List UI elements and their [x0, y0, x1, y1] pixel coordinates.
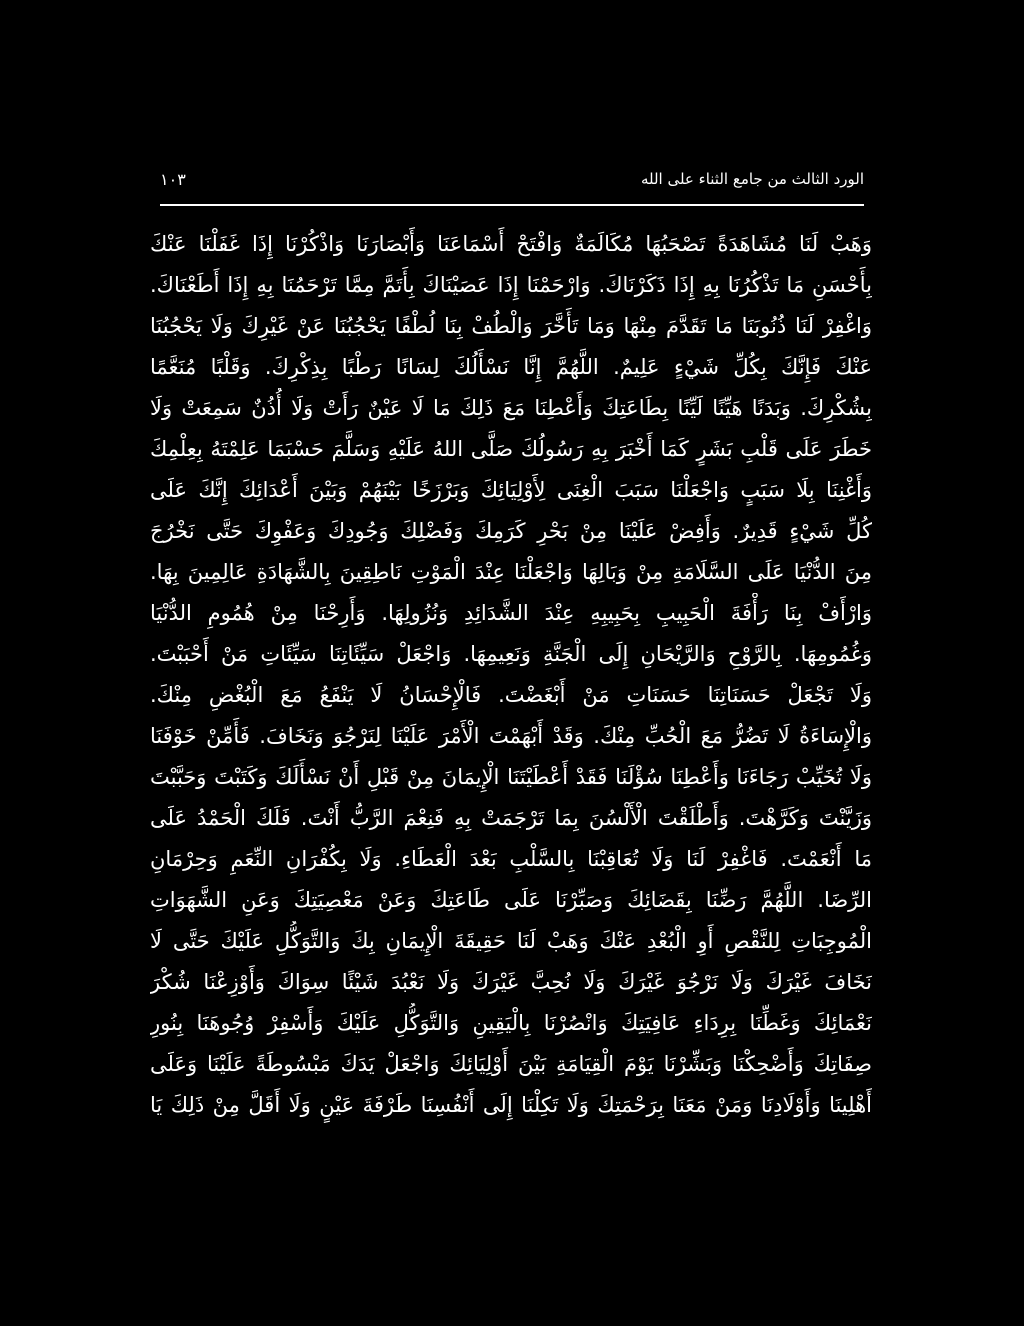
- text-line: وَزَيَّنْتَ وَكَرَّهْتَ. وَأَطْلَقْتَ الْأَلْسُنَ بِمَا تَرْجَمَتْ بِهِ فَنِعْمَ الرَّبُّ أَنْتَ. فَلَكَ الْحَمْدُ عَلَى: [150, 806, 872, 830]
- page-header: [160, 168, 864, 202]
- text-line: وَالْإِسَاءَةُ لَا تَضُرُّ مَعَ الْحُبِّ مِنْكَ. وَقَدْ أَبْهَمْتَ الْأَمْرَ عَلَيْنَا لِنَرْجُوَ وَنَخَافَ. فَأَمِّنْ خَوْفَنَا: [150, 724, 872, 748]
- text-line: نَعْمَائِكَ وَغَطِّنَا بِرِدَاءِ عَافِيَتِكَ وَانْصُرْنَا بِالْيَقِينِ وَالتَّوَكُّلِ عَلَيْكَ وَأَسْفِرْ وُجُوهَنَا بِنُورِ: [150, 1011, 872, 1035]
- text-line: كُلِّ شَيْءٍ قَدِيرٌ. وَأَفِضْ عَلَيْنَا مِنْ بَحْرِ كَرَمِكَ وَفَضْلِكَ وَجُودِكَ وَعَفْوِكَ حَتَّى نَخْرُجَ: [150, 519, 872, 543]
- text-line: وَأَغْنِنَا بِلَا سَبَبٍ وَاجْعَلْنَا سَبَبَ الْغِنَى لِأَوْلِيَائِكَ وَبَرْزَخًا بَيْنَهُمْ وَبَيْنَ أَعْدَائِكَ إِنَّكَ عَلَى: [150, 478, 872, 502]
- text-line: وَارْأَفْ بِنَا رَأْفَةَ الْحَبِيبِ بِحَبِيبِهِ عِنْدَ الشَّدَائِدِ وَنُزُولِهَا. وَأَرِحْنَا مِنْ هُمُومِ الدُّنْيَا: [150, 601, 872, 625]
- text-line: وَاغْفِرْ لَنَا ذُنُوبَنَا مَا تَقَدَّمَ مِنْهَا وَمَا تَأَخَّرَ وَالْطُفْ بِنَا لُطْفًا يَحْجُبُنَا عَنْ غَيْرِكَ وَلَا يَحْجُبُنَا: [150, 314, 872, 338]
- text-line: وَهَبْ لَنَا مُشَاهَدَةً تَصْحَبُهَا مُكَالَمَةٌ وَافْتَحْ أَسْمَاعَنَا وَأَبْصَارَنَا وَاذْكُرْنَا إِذَا غَفَلْنَا عَنْكَ: [150, 232, 872, 256]
- text-line: أَهْلِينَا وَأَوْلَادِنَا وَمَنْ مَعَنَا بِرَحْمَتِكَ وَلَا تَكِلْنَا إِلَى أَنْفُسِنَا طَرْفَةَ عَيْنٍ وَلَا أَقَلَّ مِنْ ذَلِكَ يَا: [150, 1093, 872, 1117]
- running-title: الورد الثالث من جامع الثناء على الله: [640, 170, 864, 188]
- text-line: بِأَحْسَنِ مَا تَذْكُرُنَا بِهِ إِذَا ذَكَرْنَاكَ. وَارْحَمْنَا إِذَا عَصَيْنَاكَ بِأَتَمَّ مِمَّا تَرْحَمُنَا بِهِ إِذَا أَطَعْنَاكَ.: [150, 273, 872, 297]
- text-line: وَلَا تَجْعَلْ حَسَنَاتِنَا حَسَنَاتِ مَنْ أَبْغَضْتَ. فَالْإِحْسَانُ لَا يَنْفَعُ مَعَ الْبُغْضِ مِنْكَ.: [150, 683, 872, 707]
- text-line: خَطَرَ عَلَى قَلْبِ بَشَرٍ كَمَا أَخْبَرَ بِهِ رَسُولُكَ صَلَّى اللهُ عَلَيْهِ وَسَلَّمَ حَسْبَمَا عَلِمْتَهُ بِعِلْمِكَ: [150, 437, 872, 461]
- body-text: [150, 224, 872, 1314]
- text-line: الرِّضَا. اللَّهُمَّ رَضِّنَا بِقَضَائِكَ وَصَبِّرْنَا عَلَى طَاعَتِكَ وَعَنْ مَعْصِيَتِكَ وَعَنِ الشَّهَوَاتِ: [150, 888, 872, 912]
- text-line: وَلَا تُخَيِّبْ رَجَاءَنَا وَأَعْطِنَا سُؤْلَنَا فَقَدْ أَعْطَيْتَنَا الْإِيمَانَ مِنْ قَبْلِ أَنْ نَسْأَلَكَ وَكَتَبْتَ وَحَبَّبْتَ: [150, 765, 872, 789]
- header-rule: [160, 204, 864, 206]
- text-line: صِفَاتِكَ وَأَضْحِكْنَا وَبَشِّرْنَا يَوْمَ الْقِيَامَةِ بَيْنَ أَوْلِيَائِكَ وَاجْعَلْ يَدَكَ مَبْسُوطَةً عَلَيْنَا وَعَلَى: [150, 1052, 872, 1076]
- text-line: بِشُكْرِكَ. وَبَدَنًا هَيِّنًا لَيِّنًا بِطَاعَتِكَ وَأَعْطِنَا مَعَ ذَلِكَ مَا لَا عَيْنٌ رَأَتْ وَلَا أُذُنٌ سَمِعَتْ وَلَا: [150, 396, 872, 420]
- page-number: ١٠٣: [160, 170, 186, 189]
- text-line: عَنْكَ فَإِنَّكَ بِكُلِّ شَيْءٍ عَلِيمٌ. اللَّهُمَّ إِنَّا نَسْأَلُكَ لِسَانًا رَطْبًا بِذِكْرِكَ. وَقَلْبًا مُنَعَّمًا: [150, 355, 872, 379]
- text-line: الْمُوجِبَاتِ لِلنَّقْصِ أَوِ الْبُعْدِ عَنْكَ وَهَبْ لَنَا حَقِيقَةَ الْإِيمَانِ بِكَ وَالتَّوَكُّلِ عَلَيْكَ حَتَّى لَا: [150, 929, 872, 953]
- text-line: مَا أَنْعَمْتَ. فَاغْفِرْ لَنَا وَلَا تُعَاقِبْنَا بِالسَّلْبِ بَعْدَ الْعَطَاءِ. وَلَا بِكُفْرَانِ النِّعَمِ وَحِرْمَانِ: [150, 847, 872, 871]
- text-line: وَغُمُومِهَا. بِالرَّوْحِ وَالرَّيْحَانِ إِلَى الْجَنَّةِ وَنَعِيمِهَا. وَاجْعَلْ سَيِّئَاتِنَا سَيِّئَاتِ مَنْ أَحْبَبْتَ.: [150, 642, 872, 666]
- text-line: نَخَافَ غَيْرَكَ وَلَا نَرْجُوَ غَيْرَكَ وَلَا نُحِبَّ غَيْرَكَ وَلَا نَعْبُدَ شَيْئًا سِوَاكَ وَأَوْزِعْنَا شُكْرَ: [150, 970, 872, 994]
- text-line: مِنَ الدُّنْيَا عَلَى السَّلَامَةِ مِنْ وَبَالِهَا وَاجْعَلْنَا عِنْدَ الْمَوْتِ نَاطِقِينَ بِالشَّهَادَةِ عَالِمِينَ بِهَا.: [150, 560, 872, 584]
